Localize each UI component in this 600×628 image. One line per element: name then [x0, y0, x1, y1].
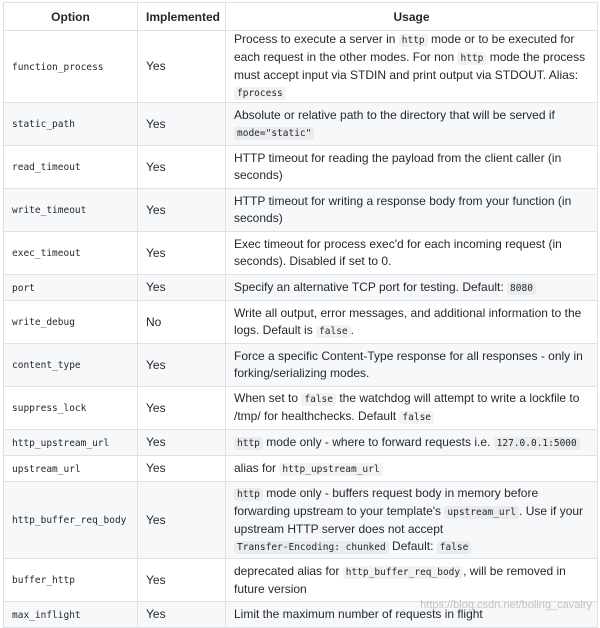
implemented-cell: Yes: [138, 602, 226, 628]
implemented-cell: Yes: [138, 344, 226, 387]
usage-code: http_buffer_req_body: [343, 566, 463, 579]
option-name: http_buffer_req_body: [12, 515, 127, 526]
option-name: upstream_url: [12, 463, 81, 475]
usage-text: Absolute or relative path to the directory that will be served if: [234, 107, 555, 122]
usage-text: .: [350, 322, 354, 337]
usage-code: http: [234, 488, 263, 501]
usage-text: the watchdog will attempt to write a lockfile to /tmp/ for healthchecks. Default: [234, 391, 580, 423]
implemented-cell: No: [138, 301, 226, 344]
option-cell: [4, 189, 138, 232]
option-name: function_process: [12, 61, 104, 73]
table-row: [4, 189, 598, 232]
option-cell: [4, 301, 138, 344]
option-name: write_debug: [12, 317, 75, 328]
option-cell: [4, 482, 138, 559]
header-usage: Usage: [226, 3, 598, 31]
options-table: [3, 2, 598, 628]
option-cell: [4, 430, 138, 456]
implemented-cell: Yes: [138, 189, 226, 232]
usage-text: mode only - where to forward requests i.e.: [262, 434, 494, 449]
header-implemented: Implemented: [138, 3, 226, 31]
usage-code: http: [234, 437, 263, 450]
table-row: [4, 344, 598, 387]
usage-cell: [226, 146, 598, 189]
option-cell: [4, 456, 138, 482]
option-name: content_type: [12, 360, 81, 371]
option-cell: [4, 31, 138, 103]
usage-code: upstream_url: [444, 506, 519, 519]
usage-code: false: [301, 393, 336, 406]
table-header-row: [4, 3, 598, 31]
usage-code: http: [457, 52, 486, 65]
usage-code: Transfer-Encoding: chunked: [234, 541, 389, 554]
implemented-cell: Yes: [138, 103, 226, 146]
usage-cell: [226, 387, 598, 430]
implemented-cell: Yes: [138, 559, 226, 602]
usage-text: deprecated alias for: [234, 563, 343, 578]
usage-text: Force a specific Content-Type response for all responses - only in forking/serializing modes.: [234, 349, 583, 380]
option-name: read_timeout: [12, 162, 81, 173]
usage-text: mode the process must accept input via STDIN and print output via STDOUT. Alias:: [234, 50, 586, 82]
usage-cell: [226, 559, 598, 602]
usage-code: false: [316, 325, 351, 338]
usage-text: Default:: [388, 538, 437, 553]
table-row: [4, 456, 598, 482]
implemented-cell: Yes: [138, 146, 226, 189]
usage-text: HTTP timeout for reading the payload from the client caller (in seconds): [234, 151, 562, 182]
option-name: exec_timeout: [12, 248, 81, 259]
usage-code: 8080: [507, 282, 536, 295]
usage-text: Specify an alternative TCP port for testing. Default:: [234, 279, 508, 294]
implemented-cell: Yes: [138, 456, 226, 482]
implemented-cell: Yes: [138, 31, 226, 103]
usage-cell: [226, 301, 598, 344]
usage-cell: [226, 430, 598, 456]
usage-cell: [226, 344, 598, 387]
option-cell: [4, 602, 138, 628]
usage-code: false: [399, 411, 434, 424]
usage-text: Write all output, error messages, and additional information to the logs. Default is: [234, 305, 582, 337]
implemented-cell: Yes: [138, 482, 226, 559]
option-cell: [4, 559, 138, 602]
usage-code: http: [399, 34, 428, 47]
usage-cell: [226, 31, 598, 103]
usage-cell: [226, 275, 598, 301]
usage-text: Process to execute a server in: [234, 32, 399, 46]
table-row: [4, 146, 598, 189]
table-row: [4, 103, 598, 146]
table-row: [4, 232, 598, 275]
option-name: max_inflight: [12, 609, 81, 621]
option-cell: [4, 387, 138, 430]
table-row: [4, 31, 598, 103]
header-option: Option: [4, 3, 138, 31]
usage-cell: [226, 456, 598, 482]
table-row: [4, 301, 598, 344]
usage-code: mode="static": [234, 127, 314, 140]
usage-text: Exec timeout for process exec'd for each incoming request (in seconds). Disabled if set to 0.: [234, 237, 562, 268]
usage-text: mode only - buffers request body in memory before forwarding upstream to your template's: [234, 485, 539, 518]
usage-cell: [226, 189, 598, 232]
usage-text: mode or to be executed for each request in the other modes. For non: [234, 32, 575, 64]
usage-text: Limit the maximum number of requests in flight: [234, 607, 483, 621]
table-body: [4, 31, 598, 628]
option-cell: [4, 146, 138, 189]
option-name: port: [12, 282, 35, 294]
option-cell: [4, 275, 138, 301]
usage-text: , will be removed in future version: [234, 563, 566, 596]
table-row: [4, 430, 598, 456]
usage-code: fprocess: [234, 87, 286, 100]
option-cell: [4, 103, 138, 146]
option-name: suppress_lock: [12, 403, 87, 414]
usage-code: http_upstream_url: [279, 463, 382, 476]
implemented-cell: Yes: [138, 275, 226, 301]
option-name: static_path: [12, 119, 75, 130]
option-cell: [4, 232, 138, 275]
table-row: [4, 275, 598, 301]
watermark: https://blog.csdn.net/boling_cavalry: [420, 599, 592, 611]
table-row: [4, 559, 598, 602]
usage-text: HTTP timeout for writing a response body from your function (in seconds): [234, 194, 572, 225]
option-name: buffer_http: [12, 575, 75, 586]
usage-text: . Use if your upstream HTTP server does not accept: [234, 503, 584, 536]
implemented-cell: Yes: [138, 387, 226, 430]
usage-text: When set to: [234, 391, 302, 405]
options-table-container: [3, 2, 597, 628]
table-row: [4, 387, 598, 430]
implemented-cell: Yes: [138, 232, 226, 275]
usage-cell: [226, 232, 598, 275]
table-row: [4, 482, 598, 559]
usage-cell: [226, 103, 598, 146]
option-name: http_upstream_url: [12, 437, 110, 449]
option-cell: [4, 344, 138, 387]
option-name: write_timeout: [12, 205, 87, 216]
usage-cell: [226, 482, 598, 559]
usage-text: alias for: [234, 460, 280, 475]
usage-code: 127.0.0.1:5000: [494, 437, 580, 450]
implemented-cell: Yes: [138, 430, 226, 456]
usage-code: false: [437, 541, 472, 554]
